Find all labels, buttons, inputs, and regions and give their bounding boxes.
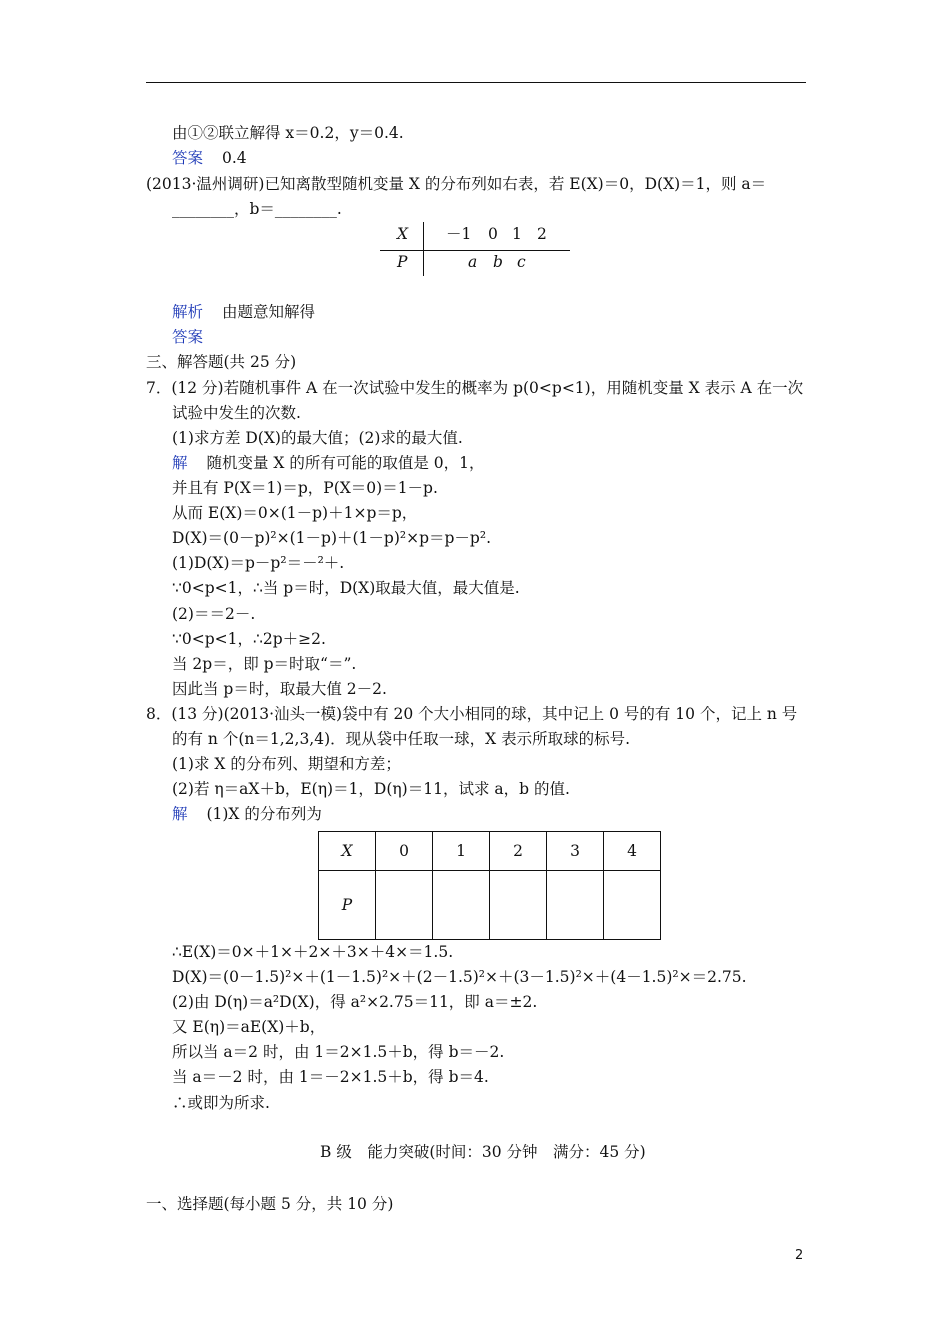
text-line: D(X)＝(0－1.5)²×＋(1－1.5)²×＋(2－1.5)²×＋(3－1.5)²×＋(4－1.5)²×＝2.75. <box>172 968 747 986</box>
text-line: 并且有 P(X＝1)＝p，P(X＝0)＝1－p. <box>172 479 438 497</box>
text-line: ∴E(X)＝0×＋1×＋2×＋3×＋4×＝1.5. <box>172 943 454 961</box>
question-8: 8．(13 分)(2013·汕头一模)袋中有 20 个大小相同的球，其中记上 0 号的有 10 个，记上 n 号 <box>146 705 798 723</box>
section-heading: 一、选择题(每小题 5 分，共 10 分) <box>146 1195 394 1213</box>
answer-label: 答案 <box>172 149 204 167</box>
text-line: 从而 E(X)＝0×(1－p)＋1×p＝p， <box>172 504 418 522</box>
text-line: ∵0<p<1，∴当 p＝时，D(X)取最大值，最大值是. <box>172 579 520 597</box>
dist-table-x-value: －1 <box>446 225 472 243</box>
section-heading: 三、解答题(共 25 分) <box>146 353 297 371</box>
dist-table-p-value: c <box>517 253 526 271</box>
table-cell: 3 <box>547 832 604 871</box>
answer-line <box>172 148 247 168</box>
dist-table-x-label: X <box>397 225 409 243</box>
table-cell: 4 <box>604 832 661 871</box>
answer-label: 答案 <box>172 328 204 346</box>
table-cell: 2 <box>490 832 547 871</box>
solution-line <box>172 804 322 824</box>
text-line: ∵0<p<1，∴2p＋≥2. <box>172 630 326 648</box>
text-line: ∴或即为所求. <box>172 1094 270 1112</box>
question-blank-line: ________，b＝________. <box>172 200 342 218</box>
table-cell <box>433 871 490 940</box>
page-number: 2 <box>795 1248 804 1263</box>
solution-label: 解 <box>172 454 188 472</box>
dist-table-x-value: 0 <box>488 225 498 243</box>
text-line: 所以当 a＝2 时，由 1＝2×1.5＋b，得 b＝－2. <box>172 1043 505 1061</box>
section-b-heading: B 级 能力突破(时间：30 分钟 满分：45 分) <box>320 1143 646 1161</box>
header-rule <box>146 82 806 83</box>
text-line: (1)D(X)＝p－p²＝－²＋. <box>172 554 345 572</box>
text-line: 试验中发生的次数. <box>172 404 301 422</box>
text-line: (2)由 D(η)＝a²D(X)，得 a²×2.75＝11，即 a＝±2. <box>172 993 538 1011</box>
answer-value: 0.4 <box>221 149 247 167</box>
dist-table-divider <box>423 222 424 276</box>
question-7: 7．(12 分)若随机事件 A 在一次试验中发生的概率为 p(0<p<1)，用随机变量 X 表示 A 在一次 <box>146 379 804 397</box>
question-line: (2013·温州调研)已知离散型随机变量 X 的分布列如右表，若 E(X)＝0，D(X)＝1，则 a＝ <box>146 175 767 193</box>
table-cell <box>604 871 661 940</box>
dist-table-p-label: P <box>397 253 408 271</box>
dist-table-rule <box>380 250 570 251</box>
text-line: 由①②联立解得 x＝0.2，y＝0.4. <box>172 124 404 142</box>
analysis-line <box>172 302 315 322</box>
dist-table-p-value: a <box>468 253 478 271</box>
text-line: 因此当 p＝时，取最大值 2－2. <box>172 680 387 698</box>
table-cell: X <box>319 832 376 871</box>
text-line: (1)求方差 D(X)的最大值；(2)求的最大值. <box>172 429 463 447</box>
table-cell <box>376 871 433 940</box>
dist-table-x-value: 1 <box>512 225 522 243</box>
text-line: D(X)＝(0－p)²×(1－p)＋(1－p)²×p＝p－p². <box>172 529 491 547</box>
dist-table-p-value: b <box>493 253 503 271</box>
distribution-grid-table <box>318 831 661 940</box>
dist-table-x-value: 2 <box>537 225 547 243</box>
analysis-label: 解析 <box>172 303 204 321</box>
text-line: (2)若 η＝aX＋b，E(η)＝1，D(η)＝11，试求 a，b 的值. <box>172 780 570 798</box>
solution-label: 解 <box>172 805 188 823</box>
table-row <box>319 871 661 940</box>
table-cell: P <box>319 871 376 940</box>
table-cell <box>547 871 604 940</box>
text-line: (1)求 X 的分布列、期望和方差； <box>172 755 401 773</box>
text-line: 又 E(η)＝aE(X)＋b， <box>172 1018 326 1036</box>
table-cell: 0 <box>376 832 433 871</box>
text-line: 当 a＝－2 时，由 1＝－2×1.5＋b，得 b＝4. <box>172 1068 489 1086</box>
text-line: (2)＝＝2－. <box>172 605 256 623</box>
table-row <box>319 832 661 871</box>
analysis-text: 由题意知解得 <box>221 303 315 321</box>
text-line: 当 2p＝，即 p＝时取“＝”. <box>172 655 357 673</box>
solution-text: (1)X 的分布列为 <box>206 805 322 823</box>
solution-text: 随机变量 X 的所有可能的取值是 0，1， <box>206 454 485 472</box>
text-line: 的有 n 个(n＝1,2,3,4)．现从袋中任取一球，X 表示所取球的标号. <box>172 730 631 748</box>
solution-line <box>172 453 485 473</box>
table-cell: 1 <box>433 832 490 871</box>
table-cell <box>490 871 547 940</box>
